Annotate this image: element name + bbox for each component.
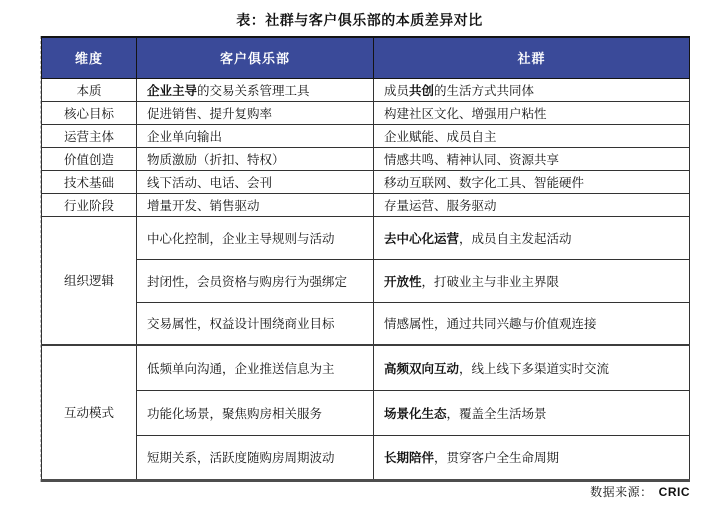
club-cell: 中心化控制，企业主导规则与活动 <box>137 216 374 259</box>
community-cell: 高频双向互动，线上线下多渠道实时交流 <box>374 345 690 390</box>
dimension-cell: 技术基础 <box>42 170 137 193</box>
dimension-cell-group: 互动模式 <box>42 345 137 480</box>
table-row <box>42 259 690 302</box>
club-cell: 促进销售、提升复购率 <box>137 101 374 124</box>
table-row <box>42 193 690 216</box>
community-cell: 情感属性，通过共同兴趣与价值观连接 <box>374 302 690 345</box>
club-cell: 封闭性，会员资格与购房行为强绑定 <box>137 259 374 302</box>
table-row <box>42 101 690 124</box>
dimension-cell: 本质 <box>42 78 137 101</box>
club-cell: 企业主导的交易关系管理工具 <box>137 78 374 101</box>
table-row <box>42 78 690 101</box>
club-cell: 低频单向沟通，企业推送信息为主 <box>137 345 374 390</box>
club-cell: 线下活动、电话、会刊 <box>137 170 374 193</box>
table-row <box>42 216 690 259</box>
community-cell: 情感共鸣、精神认同、资源共享 <box>374 147 690 170</box>
dimension-cell-group: 组织逻辑 <box>42 216 137 345</box>
table-row <box>42 170 690 193</box>
dimension-cell: 行业阶段 <box>42 193 137 216</box>
data-source-label: 数据来源： <box>590 485 653 499</box>
community-cell: 构建社区文化、增强用户粘性 <box>374 101 690 124</box>
header-dimension: 维度 <box>42 37 137 78</box>
community-cell: 长期陪伴，贯穿客户全生命周期 <box>374 435 690 480</box>
table-row <box>42 124 690 147</box>
community-cell: 开放性，打破业主与非业主界限 <box>374 259 690 302</box>
table-row <box>42 345 690 390</box>
dimension-cell: 价值创造 <box>42 147 137 170</box>
dimension-cell: 运营主体 <box>42 124 137 147</box>
table-row <box>42 390 690 435</box>
dimension-cell: 核心目标 <box>42 101 137 124</box>
data-source <box>590 483 690 500</box>
header-club: 客户俱乐部 <box>137 37 374 78</box>
table-row <box>42 147 690 170</box>
community-cell: 移动互联网、数字化工具、智能硬件 <box>374 170 690 193</box>
community-cell: 去中心化运营，成员自主发起活动 <box>374 216 690 259</box>
comparison-table <box>41 36 690 482</box>
club-cell: 增量开发、销售驱动 <box>137 193 374 216</box>
community-cell: 企业赋能、成员自主 <box>374 124 690 147</box>
club-cell: 短期关系，活跃度随购房周期波动 <box>137 435 374 480</box>
table-row <box>42 302 690 345</box>
comparison-table-wrap <box>40 36 690 482</box>
table-title: 表：社群与客户俱乐部的本质差异对比 <box>236 12 483 28</box>
community-cell: 存量运营、服务驱动 <box>374 193 690 216</box>
club-cell: 企业单向输出 <box>137 124 374 147</box>
table-row <box>42 435 690 480</box>
community-cell: 场景化生态，覆盖全生活场景 <box>374 390 690 435</box>
data-source-value: CRIC <box>658 485 690 499</box>
club-cell: 交易属性，权益设计围绕商业目标 <box>137 302 374 345</box>
club-cell: 功能化场景，聚焦购房相关服务 <box>137 390 374 435</box>
club-cell: 物质激励（折扣、特权） <box>137 147 374 170</box>
community-cell: 成员共创的生活方式共同体 <box>374 78 690 101</box>
header-community: 社群 <box>374 37 690 78</box>
table-header-row <box>42 37 690 78</box>
